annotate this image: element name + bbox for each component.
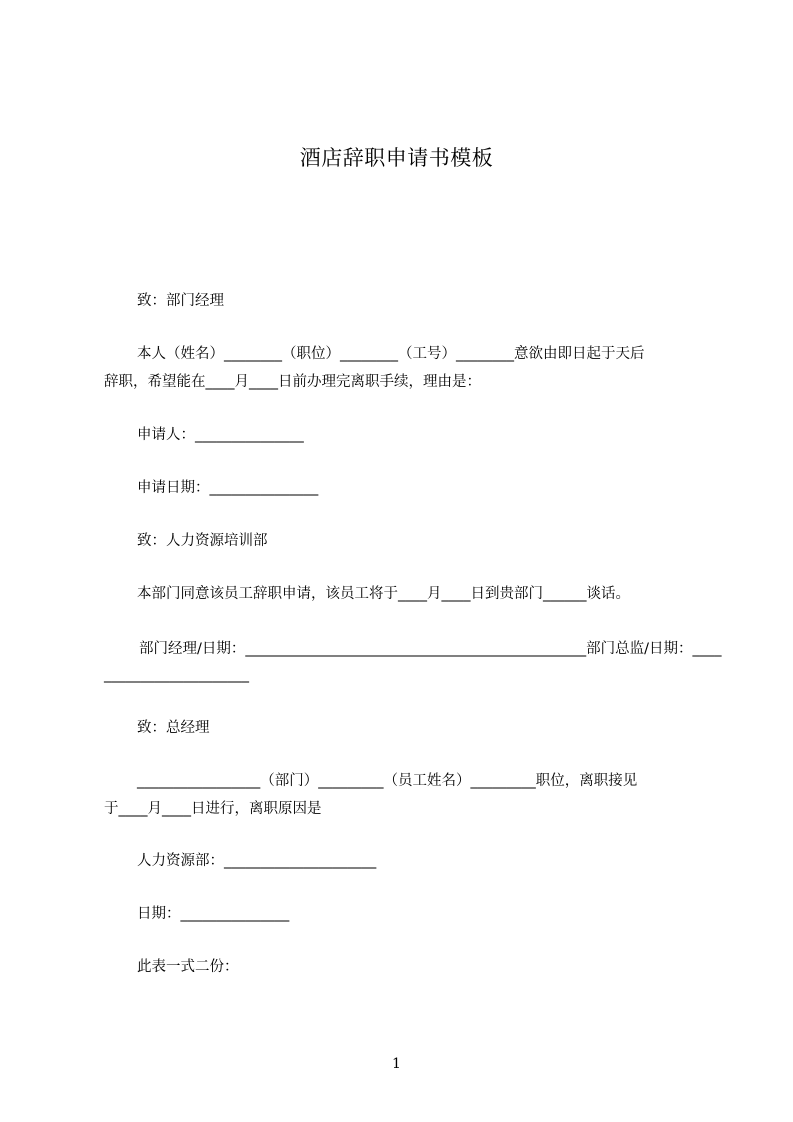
page-number: 1	[392, 1056, 401, 1072]
signature-line-2: ____________________	[104, 667, 249, 683]
resignation-body-line-1: 本人（姓名）________（职位）________（工号）________意欲由即日起于天后	[137, 346, 645, 362]
application-date-field: 申请日期：_______________	[137, 480, 319, 496]
hr-approval-text: 本部门同意该员工辞职申请，该员工将于____月____日到贵部门______谈话。	[137, 586, 630, 602]
hr-department-field: 人力资源部：_____________________	[137, 853, 377, 869]
copies-note: 此表一式二份：	[137, 959, 239, 975]
salutation-hr-training: 致：人力资源培训部	[137, 533, 268, 549]
salutation-general-manager: 致：总经理	[137, 720, 210, 736]
date-field: 日期：_______________	[137, 906, 290, 922]
salutation-department-manager: 致：部门经理	[137, 293, 224, 309]
resignation-body-line-2: 辞职，希望能在____月____日前办理完离职手续，理由是：	[104, 374, 481, 390]
signature-line-1: 部门经理/日期：_______________________________________________部门总监/日期：____	[139, 641, 722, 657]
applicant-field: 申请人：_______________	[137, 427, 304, 443]
exit-interview-line-1: _________________（部门）_________（员工姓名）_________职位，离职接见	[137, 773, 638, 789]
exit-interview-line-2: 于____月____日进行，离职原因是	[104, 801, 322, 817]
document-title: 酒店辞职申请书模板	[299, 146, 494, 170]
